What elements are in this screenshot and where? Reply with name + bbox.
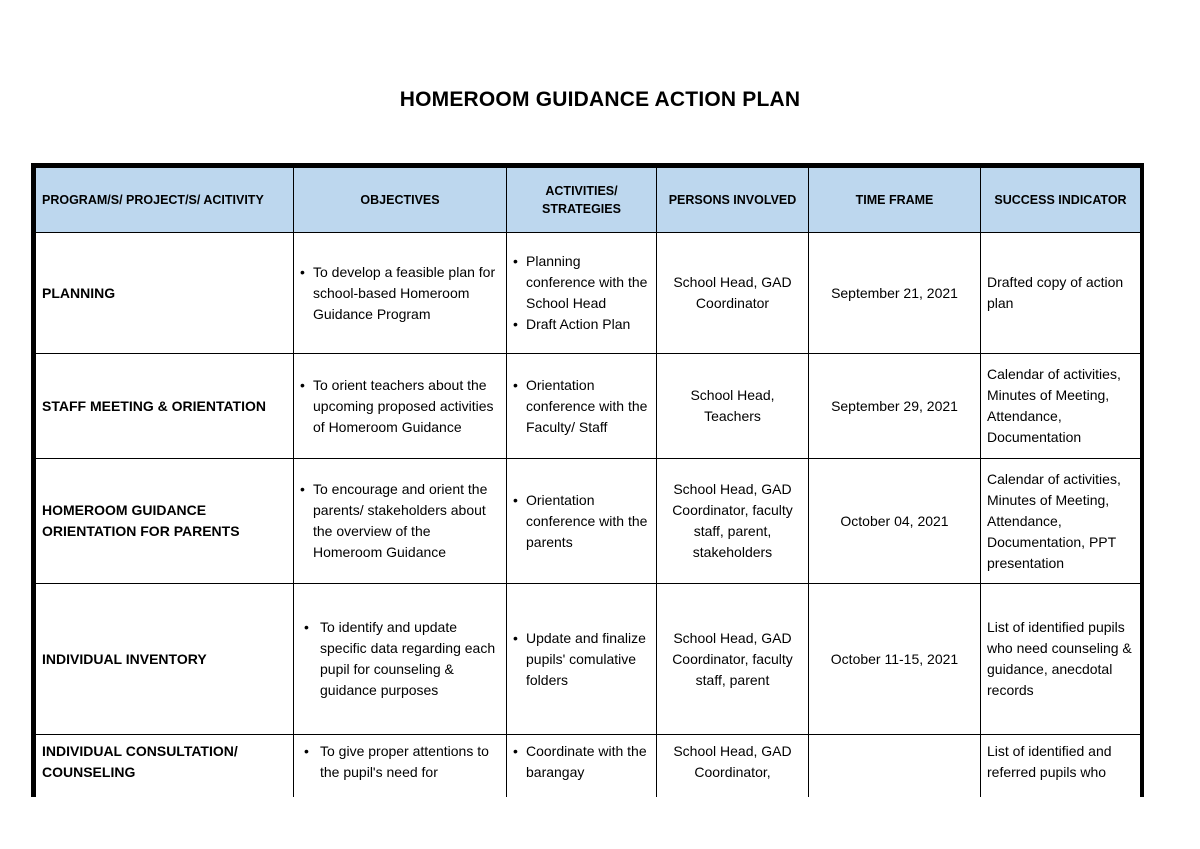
header-objectives: OBJECTIVES: [294, 168, 507, 233]
objective-item: • To develop a feasible plan for school-based Homeroom Guidance Program: [300, 262, 500, 325]
cell-activities: [507, 233, 657, 354]
cell-program: INDIVIDUAL CONSULTATION/ COUNSELING: [36, 735, 294, 798]
cell-program: PLANNING: [36, 233, 294, 354]
activity-item: • Planning conference with the School Head: [513, 251, 650, 314]
header-success-indicator: SUCCESS INDICATOR: [981, 168, 1141, 233]
cell-persons: School Head, GAD Coordinator,: [657, 735, 809, 798]
objective-item: • To give proper attentions to the pupil's need for: [300, 741, 500, 783]
cell-time-frame: October 04, 2021: [809, 459, 981, 584]
cell-program: INDIVIDUAL INVENTORY: [36, 584, 294, 735]
table-header-row: [36, 168, 1141, 233]
table-row: [36, 584, 1141, 735]
cell-activities: [507, 735, 657, 798]
cell-program: HOMEROOM GUIDANCE ORIENTATION FOR PARENTS: [36, 459, 294, 584]
header-time-frame: TIME FRAME: [809, 168, 981, 233]
activity-item: • Coordinate with the barangay: [513, 741, 650, 783]
cell-time-frame: October 11-15, 2021: [809, 584, 981, 735]
cell-success-indicator: List of identified pupils who need counseling & guidance, anecdotal records: [981, 584, 1141, 735]
table-row: [36, 233, 1141, 354]
cell-objectives: [294, 584, 507, 735]
activity-item: • Orientation conference with the parents: [513, 490, 650, 553]
cell-time-frame: September 21, 2021: [809, 233, 981, 354]
activity-item: • Update and finalize pupils' comulative folders: [513, 628, 650, 691]
cell-persons: School Head, Teachers: [657, 354, 809, 459]
table-row: [36, 459, 1141, 584]
document-title: HOMEROOM GUIDANCE ACTION PLAN: [399, 88, 801, 111]
cell-activities: [507, 584, 657, 735]
cell-objectives: [294, 735, 507, 798]
cell-persons: School Head, GAD Coordinator, faculty staff, parent, stakeholders: [657, 459, 809, 584]
action-plan-table: [35, 167, 1141, 797]
cell-success-indicator: List of identified and referred pupils who: [981, 735, 1141, 798]
cell-activities: [507, 354, 657, 459]
cell-success-indicator: Drafted copy of action plan: [981, 233, 1141, 354]
cell-objectives: [294, 233, 507, 354]
activity-item: • Orientation conference with the Faculty/ Staff: [513, 375, 650, 438]
objective-item: • To encourage and orient the parents/ stakeholders about the overview of the Homeroom Guidance: [300, 479, 500, 563]
action-plan-table-frame: [31, 163, 1144, 797]
cell-success-indicator: Calendar of activities, Minutes of Meeting, Attendance, Documentation: [981, 354, 1141, 459]
cell-activities: [507, 459, 657, 584]
cell-objectives: [294, 354, 507, 459]
objective-item: • To identify and update specific data regarding each pupil for counseling & guidance purposes: [300, 617, 500, 701]
cell-time-frame: September 29, 2021: [809, 354, 981, 459]
table-row: [36, 735, 1141, 798]
cell-objectives: [294, 459, 507, 584]
cell-program: STAFF MEETING & ORIENTATION: [36, 354, 294, 459]
cell-success-indicator: Calendar of activities, Minutes of Meeting, Attendance, Documentation, PPT presentation: [981, 459, 1141, 584]
header-activities: ACTIVITIES/ STRATEGIES: [507, 168, 657, 233]
cell-persons: School Head, GAD Coordinator, faculty staff, parent: [657, 584, 809, 735]
activity-item: • Draft Action Plan: [513, 314, 650, 335]
cell-persons: School Head, GAD Coordinator: [657, 233, 809, 354]
table-row: [36, 354, 1141, 459]
objective-item: • To orient teachers about the upcoming proposed activities of Homeroom Guidance: [300, 375, 500, 438]
header-program: PROGRAM/S/ PROJECT/S/ ACITIVITY: [36, 168, 294, 233]
cell-time-frame: [809, 735, 981, 798]
header-persons: PERSONS INVOLVED: [657, 168, 809, 233]
